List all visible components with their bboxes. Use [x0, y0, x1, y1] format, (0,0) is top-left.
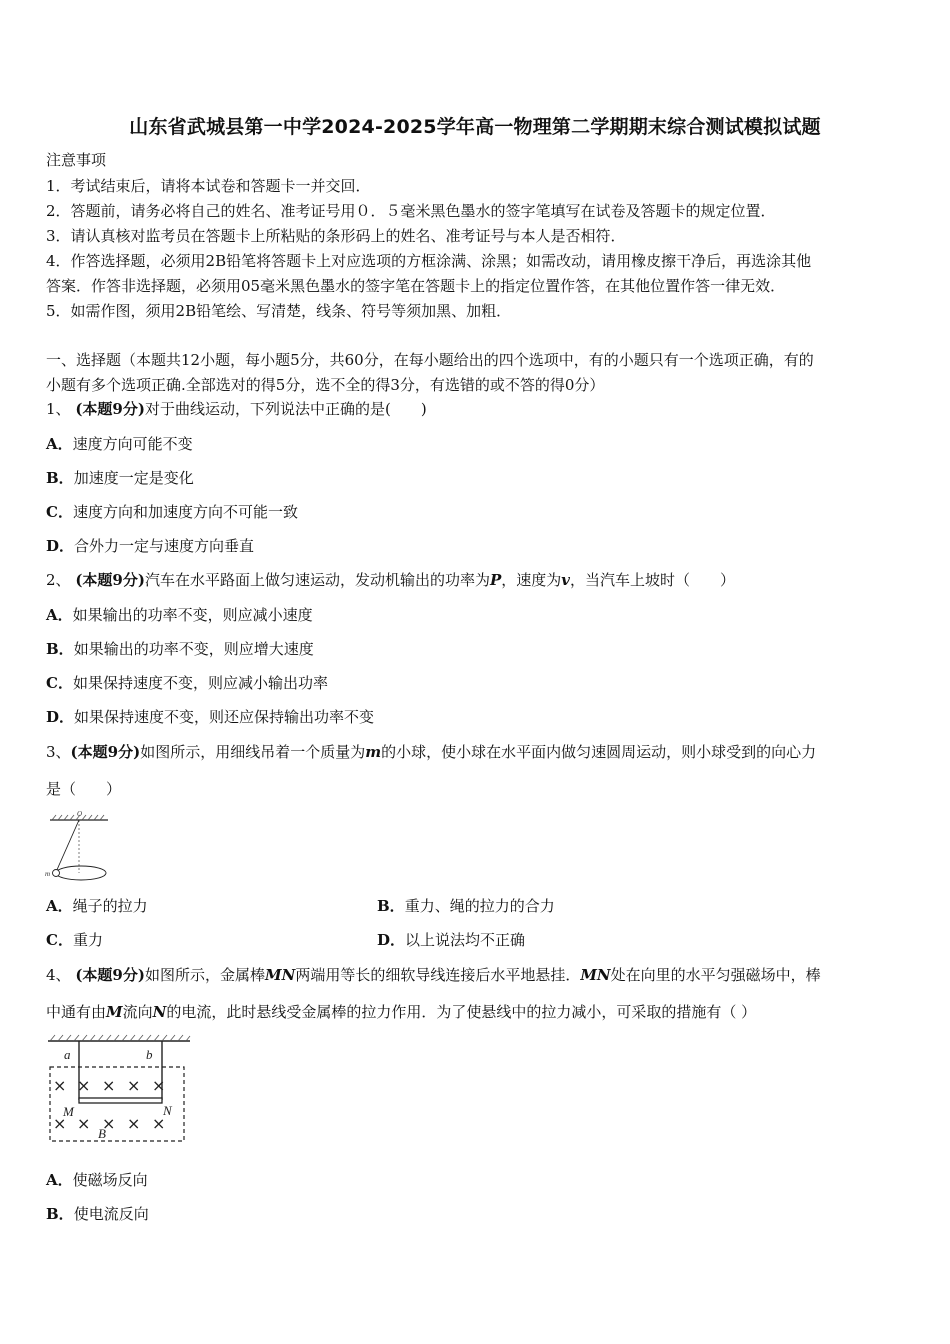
magnetic-field-figure — [44, 1032, 194, 1147]
pivot-label: O — [77, 810, 83, 818]
option-a: A．如果输出的功率不变，则应减小速度 — [46, 606, 313, 624]
option-b: B．重力、绳的拉力的合力 — [377, 897, 555, 915]
notice-item: 3．请认真核对监考员在答题卡上所粘贴的条形码上的姓名、准考证号与本人是否相符． — [46, 227, 626, 245]
svg-text:×: × — [77, 1114, 91, 1133]
mass-label: m — [45, 870, 51, 878]
option-b: B．加速度一定是变化 — [46, 469, 194, 487]
svg-text:×: × — [127, 1114, 141, 1133]
question-number: 4、 — [46, 966, 71, 984]
question-1-stem — [46, 399, 427, 419]
question-number: 1、 — [46, 400, 71, 418]
option-c: C．速度方向和加速度方向不可能一致 — [46, 503, 298, 521]
svg-text:×: × — [127, 1076, 141, 1095]
notice-item: 2．答题前，请务必将自己的姓名、准考证号用０．５毫米黑色墨水的签字笔填写在试卷及答题卡的规定位置． — [46, 202, 776, 220]
string — [56, 820, 79, 872]
option-a: A．速度方向可能不变 — [46, 435, 193, 453]
question-4-stem: 4、 (本题9分)如图所示，金属棒MN两端用等长的细软导线连接后水平地悬挂．MN处在向里的水平匀强磁场中，棒 — [46, 966, 821, 984]
option-b: B．使电流反向 — [46, 1205, 149, 1223]
question-tag: (本题9分) — [70, 743, 141, 761]
notice-item: 5．如需作图，须用2B铅笔绘、写清楚，线条、符号等须加黑、加粗． — [46, 302, 512, 320]
label-b: b — [146, 1047, 153, 1062]
conical-pendulum-figure — [44, 808, 114, 888]
option-d: D．如果保持速度不变，则还应保持输出功率不变 — [46, 708, 375, 726]
option-a: A．使磁场反向 — [46, 1171, 148, 1189]
question-tag: (本题9分) — [75, 966, 145, 984]
question-text: 对于曲线运动，下列说法中正确的是( ) — [144, 400, 427, 418]
svg-text:×: × — [152, 1076, 166, 1095]
label-field-b: B — [98, 1126, 106, 1141]
question-tag: (本题9分) — [75, 571, 145, 589]
option-c: C．如果保持速度不变，则应减小输出功率 — [46, 674, 328, 692]
question-tag: (本题9分) — [75, 400, 145, 418]
svg-text:×: × — [102, 1114, 116, 1133]
question-3-stem-cont: 是（ ） — [46, 780, 122, 798]
section-heading: 一、选择题（本题共12小题，每小题5分，共60分，在每小题给出的四个选项中，有的小题只有一个选项正确，有的 — [46, 351, 814, 369]
svg-text:×: × — [53, 1114, 67, 1133]
question-4-stem-cont: 中通有由M流向N的电流，此时悬线受金属棒的拉力作用．为了使悬线中的拉力减小，可采取的措施有（ ） — [46, 1003, 757, 1021]
label-n: N — [163, 1103, 172, 1118]
metal-rod — [79, 1098, 162, 1103]
option-d: D．合外力一定与速度方向垂直 — [46, 537, 255, 555]
option-a: A．绳子的拉力 — [46, 897, 148, 915]
svg-text:×: × — [152, 1114, 166, 1133]
question-3-stem: 3、(本题9分)如图所示，用细线吊着一个质量为m的小球，使小球在水平面内做匀速圆周运动，则小球受到的向心力 — [46, 743, 817, 761]
option-b: B．如果输出的功率不变，则应增大速度 — [46, 640, 314, 658]
circular-path — [56, 866, 106, 880]
notice-item: 1．考试结束后，请将本试卷和答题卡一并交回． — [46, 177, 371, 195]
question-2-stem: 2、 (本题9分)汽车在水平路面上做匀速运动，发动机输出的功率为P，速度为v，当汽车上坡时（ ） — [46, 571, 736, 589]
notice-item: 4．作答选择题，必须用2B铅笔将答题卡上对应选项的方框涂满、涂黑；如需改动，请用橡皮擦干净后，再选涂其他 — [46, 252, 812, 270]
svg-text:×: × — [102, 1076, 116, 1095]
svg-text:×: × — [77, 1076, 91, 1095]
ceiling-hatch — [50, 1035, 190, 1041]
option-d: D．以上说法均不正确 — [377, 931, 526, 949]
svg-text:×: × — [53, 1076, 67, 1095]
page-title: 山东省武城县第一中学2024-2025学年高一物理第二学期期末综合测试模拟试题 — [129, 116, 821, 138]
notice-item: 答案．作答非选择题，必须用05毫米黑色墨水的签字笔在答题卡上的指定位置作答，在其他位置作答一律无效． — [46, 277, 786, 295]
question-number: 3、 — [46, 743, 71, 761]
section-heading-cont: 小题有多个选项正确.全部选对的得5分，选不全的得3分，有选错的或不答的得0分） — [46, 376, 605, 394]
label-m: M — [63, 1104, 74, 1119]
notice-heading: 注意事项 — [46, 151, 107, 169]
option-c: C．重力 — [46, 931, 103, 949]
ball — [53, 870, 60, 877]
question-number: 2、 — [46, 571, 71, 589]
label-a: a — [64, 1047, 71, 1062]
